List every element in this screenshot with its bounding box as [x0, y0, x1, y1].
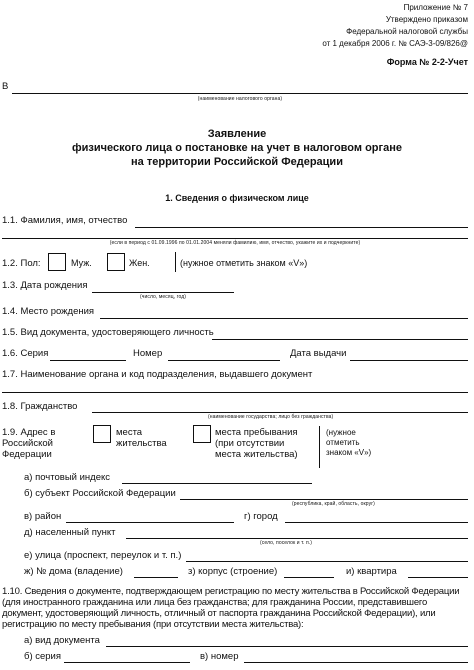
subject-line[interactable]	[180, 499, 468, 500]
full-name-line-2[interactable]	[2, 238, 468, 239]
id-document-line[interactable]	[212, 339, 468, 340]
stay-place-label-3: места жительства)	[215, 449, 298, 460]
stay-place-label-1: места пребывания	[215, 427, 298, 438]
mark-note-2-line-1: (нужное	[326, 428, 356, 437]
residence-label-2: жительства	[116, 438, 167, 449]
mark-note-2-line-2: отметить	[326, 438, 360, 447]
gender-male-label: Муж.	[71, 258, 92, 268]
name-change-note: (если в период с 01.09.1996 по 01.01.2004 меняли фамилию, имя, отчество, укажите их и подчеркните)	[109, 240, 361, 246]
field-1-9-label-1: 1.9. Адрес в	[2, 427, 56, 438]
number-label: Номер	[133, 348, 163, 359]
title-line-2: физического лица о постановке на учет в налоговом органе	[72, 142, 402, 154]
reg-doc-series-line[interactable]	[64, 662, 190, 663]
field-1-10-line-1: 1.10. Сведения о документе, подтверждающем регистрацию по месту жительства в Российской Федерации	[2, 586, 460, 597]
series-line[interactable]	[50, 360, 126, 361]
section-1-heading: 1. Сведения о физическом лице	[165, 193, 309, 203]
tax-organ-caption: (наименование налогового органа)	[197, 96, 283, 102]
house-label: ж) № дома (владение)	[24, 566, 123, 577]
field-1-10-line-4: регистрацию по месту пребывания (при отсутствии места жительства):	[2, 619, 304, 630]
full-name-line[interactable]	[135, 227, 468, 228]
field-1-10-line-3: документ, удостоверяющий личность, отличный от паспорта гражданина Российской Федерации), или	[2, 608, 436, 619]
header-line-4: от 1 декабря 2006 г. № САЭ-3-09/826@	[322, 39, 468, 48]
building-line[interactable]	[284, 577, 334, 578]
district-label: в) район	[24, 511, 62, 522]
header-line-3: Федеральной налоговой службы	[346, 27, 468, 36]
postal-index-line[interactable]	[122, 483, 312, 484]
mark-note: (нужное отметить знаком «V»)	[180, 258, 308, 268]
street-label: е) улица (проспект, переулок и т. п.)	[24, 550, 182, 561]
header-line-1: Приложение № 7	[403, 3, 468, 12]
field-1-3-label: 1.3. Дата рождения	[2, 280, 88, 291]
stay-place-checkbox[interactable]	[193, 425, 211, 443]
field-1-10-line-2: (для иностранного гражданина или лица без гражданства; для гражданина России, представившего	[2, 597, 428, 608]
citizenship-caption: (наименование государства; лицо без гражданства)	[208, 414, 334, 420]
mark-note-2-line-3: знаком «V»)	[326, 448, 372, 457]
tax-organ-line[interactable]	[12, 93, 468, 94]
residence-checkbox[interactable]	[93, 425, 111, 443]
reg-doc-type-label: а) вид документа	[24, 635, 100, 646]
postal-index-label: а) почтовый индекс	[24, 472, 110, 483]
settlement-caption: (село, поселок и т. п.)	[260, 540, 313, 546]
subject-label: б) субъект Российской Федерации	[24, 488, 176, 499]
form-label: Форма № 2-2-Учет	[386, 57, 468, 67]
building-label: з) корпус (строение)	[188, 566, 278, 577]
district-line[interactable]	[66, 522, 234, 523]
field-1-7-label: 1.7. Наименование органа и код подразделения, выдавшего документ	[2, 369, 313, 380]
issuing-authority-line[interactable]	[2, 392, 468, 393]
gender-male-checkbox[interactable]	[48, 253, 66, 271]
gender-female-label: Жен.	[129, 258, 150, 268]
field-1-6-label: 1.6. Серия	[2, 348, 49, 359]
house-line[interactable]	[134, 577, 178, 578]
header-line-2: Утверждено приказом	[385, 15, 468, 24]
mark-note-2-divider	[319, 426, 320, 468]
apartment-line[interactable]	[408, 577, 468, 578]
reg-doc-series-label: б) серия	[24, 651, 62, 662]
citizenship-line[interactable]	[92, 412, 468, 413]
issue-date-line[interactable]	[350, 360, 468, 361]
title-line-1: Заявление	[207, 128, 267, 140]
settlement-label: д) населенный пункт	[24, 527, 116, 538]
field-1-9-label-2: Российской	[2, 438, 53, 449]
field-1-2-label: 1.2. Пол:	[2, 258, 41, 269]
residence-label-1: места	[116, 427, 143, 438]
birth-place-line[interactable]	[100, 318, 468, 319]
field-1-8-label: 1.8. Гражданство	[2, 401, 78, 412]
city-line[interactable]	[285, 522, 468, 523]
gender-female-checkbox[interactable]	[107, 253, 125, 271]
field-1-1-label: 1.1. Фамилия, имя, отчество	[2, 215, 128, 226]
mark-note-divider	[175, 252, 176, 272]
issue-date-label: Дата выдачи	[290, 348, 347, 359]
stay-place-label-2: (при отсутствии	[215, 438, 285, 449]
field-1-4-label: 1.4. Место рождения	[2, 306, 95, 317]
subject-caption: (республика, край, область, округ)	[292, 501, 375, 507]
field-1-9-label-3: Федерации	[2, 449, 52, 460]
settlement-line[interactable]	[126, 538, 468, 539]
reg-doc-number-line[interactable]	[244, 662, 468, 663]
reg-doc-type-line[interactable]	[106, 646, 468, 647]
title-line-3: на территории Российской Федерации	[131, 156, 343, 168]
birth-date-line[interactable]	[92, 292, 234, 293]
reg-doc-number-label: в) номер	[200, 651, 239, 662]
city-label: г) город	[244, 511, 278, 522]
street-line[interactable]	[186, 561, 468, 562]
birth-date-caption: (число, месяц, год)	[139, 294, 187, 300]
number-line[interactable]	[168, 360, 280, 361]
apartment-label: и) квартира	[346, 566, 397, 577]
to-prefix: В	[2, 81, 9, 92]
field-1-5-label: 1.5. Вид документа, удостоверяющего личность	[2, 327, 214, 338]
